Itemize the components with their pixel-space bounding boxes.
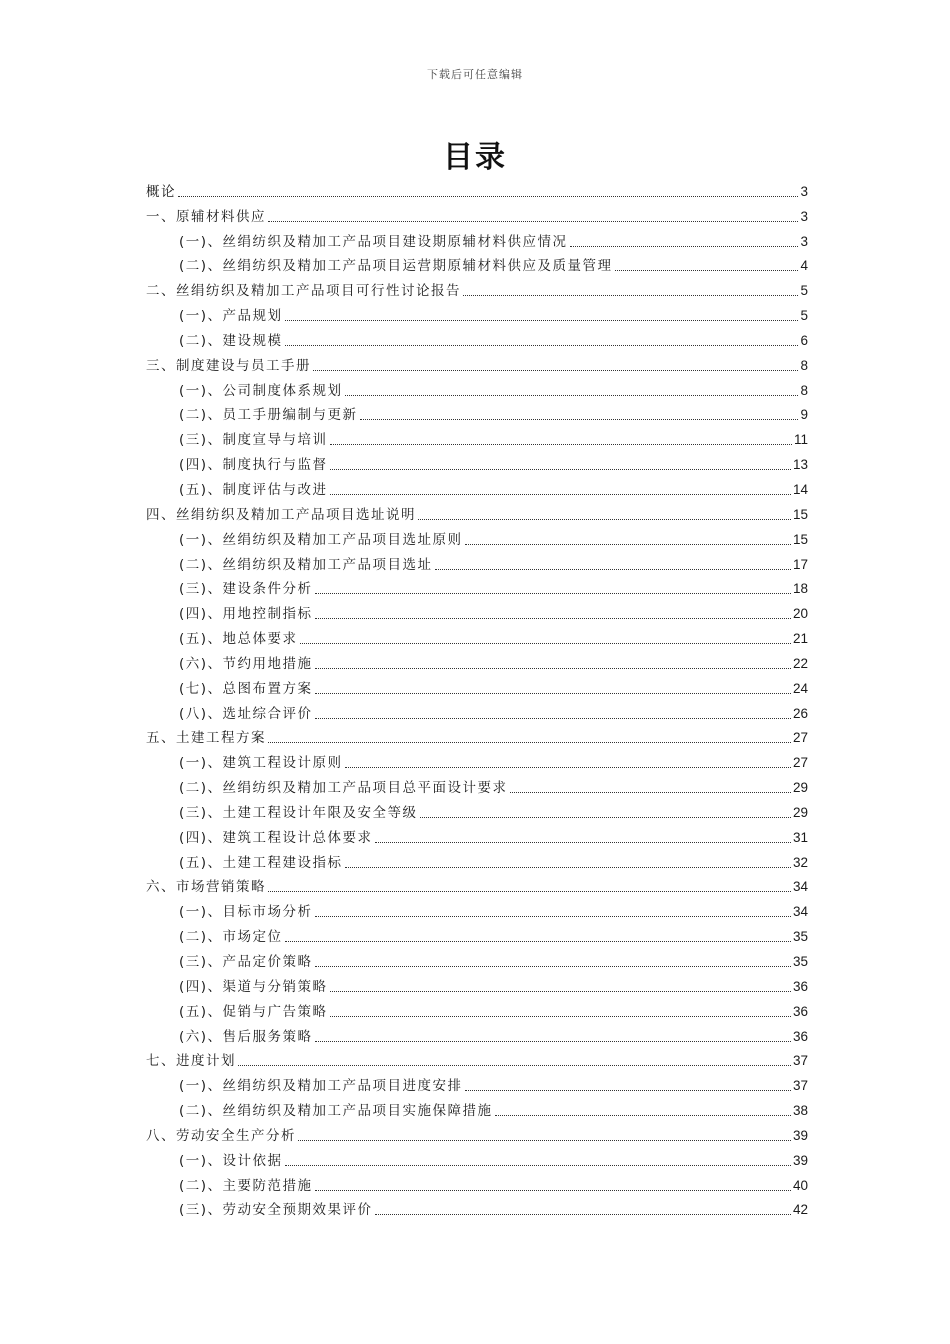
toc-entry-label: (四)、渠道与分销策略 — [179, 978, 328, 995]
toc-entry-label: 四、丝绢纺织及精加工产品项目选址说明 — [146, 506, 416, 523]
toc-section-entry[interactable] — [146, 176, 808, 201]
toc-subsection-entry[interactable] — [146, 1170, 808, 1195]
toc-page-number: 8 — [800, 357, 808, 373]
toc-subsection-entry[interactable] — [146, 474, 808, 499]
toc-dot-leader — [315, 667, 791, 669]
toc-entry-label: (一)、公司制度体系规划 — [179, 382, 343, 399]
toc-subsection-entry[interactable] — [146, 847, 808, 872]
toc-dot-leader — [375, 1213, 791, 1215]
toc-dot-leader — [315, 692, 791, 694]
toc-page-number: 29 — [792, 804, 808, 820]
toc-subsection-entry[interactable] — [146, 1145, 808, 1170]
toc-section-entry[interactable] — [146, 499, 808, 524]
toc-page-number: 27 — [792, 730, 808, 746]
toc-page-number: 31 — [792, 829, 808, 845]
toc-page-number: 11 — [793, 432, 808, 448]
toc-entry-label: (三)、建设条件分析 — [179, 581, 313, 598]
toc-subsection-entry[interactable] — [146, 1095, 808, 1120]
toc-dot-leader — [463, 294, 798, 296]
toc-entry-label: (五)、制度评估与改进 — [179, 481, 328, 498]
toc-subsection-entry[interactable] — [146, 698, 808, 723]
toc-page-number: 35 — [792, 929, 808, 945]
toc-dot-leader — [268, 741, 791, 743]
toc-dot-leader — [315, 965, 791, 967]
toc-page-number: 17 — [792, 556, 808, 572]
toc-dot-leader — [298, 1139, 791, 1141]
toc-page-number: 20 — [792, 606, 808, 622]
toc-dot-leader — [375, 841, 791, 843]
toc-dot-leader — [315, 1040, 791, 1042]
toc-dot-leader — [345, 394, 799, 396]
toc-subsection-entry[interactable] — [146, 598, 808, 623]
toc-entry-label: (一)、丝绢纺织及精加工产品项目选址原则 — [179, 531, 463, 548]
toc-subsection-entry[interactable] — [146, 996, 808, 1021]
toc-subsection-entry[interactable] — [146, 549, 808, 574]
toc-section-entry[interactable] — [146, 872, 808, 897]
toc-subsection-entry[interactable] — [146, 400, 808, 425]
toc-page-number: 3 — [800, 208, 808, 224]
toc-dot-leader — [345, 866, 791, 868]
toc-entry-label: 概论 — [146, 183, 176, 200]
toc-entry-label: (五)、土建工程建设指标 — [179, 854, 343, 871]
toc-page-number: 40 — [792, 1177, 808, 1193]
toc-entry-label: (一)、丝绢纺织及精加工产品项目建设期原辅材料供应情况 — [179, 233, 568, 250]
toc-page-number: 15 — [792, 506, 808, 522]
toc-page-number: 39 — [792, 1127, 808, 1143]
toc-dot-leader — [570, 245, 799, 247]
toc-page-number: 24 — [792, 680, 808, 696]
toc-dot-leader — [315, 717, 791, 719]
toc-section-entry[interactable] — [146, 350, 808, 375]
toc-dot-leader — [360, 418, 799, 420]
toc-page-number: 36 — [792, 978, 808, 994]
toc-dot-leader — [435, 568, 791, 570]
toc-entry-label: 三、制度建设与员工手册 — [146, 357, 311, 374]
toc-dot-leader — [285, 344, 799, 346]
toc-page-number: 26 — [792, 705, 808, 721]
table-of-contents — [146, 176, 808, 1219]
toc-entry-label: 二、丝绢纺织及精加工产品项目可行性讨论报告 — [146, 283, 461, 300]
toc-dot-leader — [300, 642, 791, 644]
toc-dot-leader — [268, 220, 798, 222]
toc-subsection-entry[interactable] — [146, 896, 808, 921]
toc-dot-leader — [285, 319, 799, 321]
toc-page-number: 4 — [800, 258, 808, 274]
toc-page-number: 34 — [792, 904, 808, 920]
toc-page-number: 42 — [792, 1202, 808, 1218]
page-title: 目录 — [443, 140, 507, 175]
toc-page-number: 14 — [792, 481, 808, 497]
toc-entry-label: (六)、节约用地措施 — [179, 655, 313, 672]
toc-subsection-entry[interactable] — [146, 747, 808, 772]
toc-subsection-entry[interactable] — [146, 673, 808, 698]
toc-dot-leader — [315, 617, 791, 619]
toc-subsection-entry[interactable] — [146, 971, 808, 996]
toc-section-entry[interactable] — [146, 1120, 808, 1145]
toc-page-number: 36 — [792, 1028, 808, 1044]
toc-entry-label: (四)、用地控制指标 — [179, 606, 313, 623]
toc-page-number: 3 — [800, 183, 808, 199]
toc-entry-label: (七)、总图布置方案 — [179, 680, 313, 697]
toc-subsection-entry[interactable] — [146, 1021, 808, 1046]
toc-entry-label: (二)、员工手册编制与更新 — [179, 407, 358, 424]
toc-subsection-entry[interactable] — [146, 1195, 808, 1220]
toc-subsection-entry[interactable] — [146, 648, 808, 673]
toc-page-number: 13 — [792, 457, 808, 473]
toc-page-number: 9 — [800, 407, 808, 423]
toc-dot-leader — [418, 518, 791, 520]
toc-entry-label: (二)、建设规模 — [179, 332, 283, 349]
toc-entry-label: 五、土建工程方案 — [146, 730, 266, 747]
toc-page-number: 21 — [792, 631, 808, 647]
toc-subsection-entry[interactable] — [146, 1070, 808, 1095]
toc-entry-label: (一)、目标市场分析 — [179, 904, 313, 921]
toc-subsection-entry[interactable] — [146, 375, 808, 400]
toc-entry-label: 六、市场营销策略 — [146, 879, 266, 896]
toc-dot-leader — [420, 816, 791, 818]
toc-entry-label: (一)、产品规划 — [179, 308, 283, 325]
toc-entry-label: 一、原辅材料供应 — [146, 208, 266, 225]
toc-subsection-entry[interactable] — [146, 325, 808, 350]
toc-page-number: 18 — [792, 581, 808, 597]
toc-entry-label: (一)、设计依据 — [179, 1152, 283, 1169]
toc-entry-label: (二)、主要防范措施 — [179, 1177, 313, 1194]
toc-entry-label: (三)、土建工程设计年限及安全等级 — [179, 804, 418, 821]
toc-entry-label: (五)、促销与广告策略 — [179, 1003, 328, 1020]
toc-dot-leader — [285, 940, 791, 942]
toc-dot-leader — [330, 1015, 791, 1017]
toc-page-number: 37 — [792, 1078, 808, 1094]
toc-page-number: 27 — [792, 755, 808, 771]
toc-subsection-entry[interactable] — [146, 946, 808, 971]
toc-entry-label: (三)、制度宣导与培训 — [179, 432, 328, 449]
toc-page-number: 35 — [792, 954, 808, 969]
toc-subsection-entry[interactable] — [146, 623, 808, 648]
toc-subsection-entry[interactable] — [146, 822, 808, 847]
toc-dot-leader — [345, 766, 791, 768]
toc-page-number: 8 — [800, 382, 808, 398]
toc-dot-leader — [315, 1189, 791, 1191]
toc-entry-label: 七、进度计划 — [146, 1053, 236, 1070]
toc-dot-leader — [268, 890, 791, 892]
toc-entry-label: (二)、丝绢纺织及精加工产品项目选址 — [179, 556, 433, 573]
toc-page-number: 38 — [792, 1103, 808, 1119]
toc-entry-label: (一)、丝绢纺织及精加工产品项目进度安排 — [179, 1078, 463, 1095]
toc-dot-leader — [330, 493, 791, 495]
toc-section-entry[interactable] — [146, 723, 808, 748]
toc-subsection-entry[interactable] — [146, 921, 808, 946]
toc-dot-leader — [615, 269, 799, 271]
toc-entry-label: 八、劳动安全生产分析 — [146, 1127, 296, 1144]
toc-section-entry[interactable] — [146, 275, 808, 300]
toc-section-entry[interactable] — [146, 201, 808, 226]
toc-entry-label: (三)、劳动安全预期效果评价 — [179, 1202, 373, 1219]
toc-dot-leader — [315, 915, 791, 917]
toc-entry-label: (五)、地总体要求 — [179, 631, 298, 648]
toc-page-number: 36 — [792, 1003, 808, 1019]
toc-entry-label: (二)、丝绢纺织及精加工产品项目总平面设计要求 — [179, 780, 508, 797]
toc-subsection-entry[interactable] — [146, 251, 808, 276]
header-note: 下载后可任意编辑 — [427, 68, 523, 81]
toc-dot-leader — [315, 592, 791, 594]
toc-subsection-entry[interactable] — [146, 772, 808, 797]
toc-page-number: 34 — [792, 879, 808, 895]
toc-dot-leader — [495, 1114, 791, 1116]
toc-page-number: 32 — [792, 854, 808, 870]
toc-page-number: 5 — [800, 283, 808, 299]
toc-section-entry[interactable] — [146, 1046, 808, 1071]
toc-entry-label: (二)、丝绢纺织及精加工产品项目实施保障措施 — [179, 1103, 493, 1120]
toc-subsection-entry[interactable] — [146, 300, 808, 325]
toc-entry-label: (一)、建筑工程设计原则 — [179, 755, 343, 772]
toc-dot-leader — [330, 443, 792, 445]
toc-page-number: 6 — [800, 332, 808, 348]
toc-entry-label: (四)、制度执行与监督 — [179, 457, 328, 474]
toc-dot-leader — [238, 1064, 791, 1066]
toc-entry-label: (二)、丝绢纺织及精加工产品项目运营期原辅材料供应及质量管理 — [179, 258, 613, 275]
toc-dot-leader — [330, 468, 791, 470]
toc-entry-label: (二)、市场定位 — [179, 929, 283, 946]
toc-dot-leader — [465, 1089, 791, 1091]
toc-page-number: 29 — [792, 780, 808, 796]
toc-subsection-entry[interactable] — [146, 797, 808, 822]
toc-page-number: 39 — [792, 1152, 808, 1168]
toc-page-number: 37 — [792, 1053, 808, 1069]
toc-dot-leader — [510, 791, 791, 793]
toc-entry-label: (六)、售后服务策略 — [179, 1028, 313, 1045]
toc-page-number: 22 — [792, 655, 808, 671]
toc-page-number: 15 — [792, 531, 808, 547]
toc-subsection-entry[interactable] — [146, 226, 808, 251]
toc-dot-leader — [465, 543, 791, 545]
toc-page-number: 5 — [800, 308, 808, 324]
toc-dot-leader — [313, 369, 798, 371]
toc-subsection-entry[interactable] — [146, 574, 808, 599]
toc-subsection-entry[interactable] — [146, 449, 808, 474]
toc-dot-leader — [178, 195, 798, 197]
toc-subsection-entry[interactable] — [146, 524, 808, 549]
toc-entry-label: (三)、产品定价策略 — [179, 954, 313, 970]
toc-entry-label: (四)、建筑工程设计总体要求 — [179, 829, 373, 846]
toc-dot-leader — [285, 1164, 791, 1166]
toc-entry-label: (八)、选址综合评价 — [179, 705, 313, 722]
toc-dot-leader — [330, 990, 791, 992]
toc-subsection-entry[interactable] — [146, 424, 808, 449]
toc-page-number: 3 — [800, 233, 808, 249]
